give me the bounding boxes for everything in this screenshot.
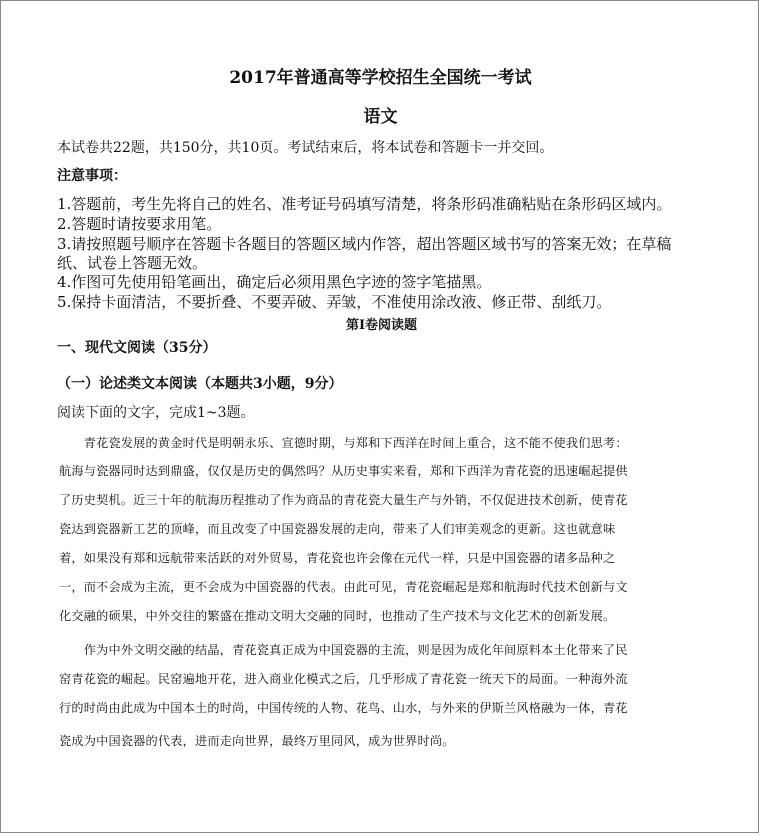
- subsection-heading: （一）论述类文本阅读（本题共3小题，9分）: [57, 376, 343, 392]
- passage-line: 行的时尚由此成为中国本土的时尚，中国传统的人物、花鸟、山水，与外来的伊斯兰风格融为一体，青花: [59, 701, 628, 715]
- exam-title: 2017年普通高等学校招生全国统一考试: [229, 68, 532, 88]
- reading-instruction: 阅读下面的文字，完成1~3题。: [57, 405, 255, 421]
- passage-line: 瓷达到瓷器新工艺的顶峰，而且改变了中国瓷器发展的走向，带来了人们审美观念的更新。这也就意味: [59, 522, 616, 536]
- rule-line: 4.作图可先使用铅笔画出，确定后必须用黑色字迹的签字笔描黑。: [57, 273, 492, 291]
- passage-line: 瓷成为中国瓷器的代表，进而走向世界，最终万里同风，成为世界时尚。: [59, 734, 455, 748]
- section-heading: 一、现代文阅读（35分）: [57, 340, 217, 356]
- passage-line: 作为中外文明交融的结晶，青花瓷真正成为中国瓷器的主流，则是因为成化年间原料本土化带来了民: [59, 643, 628, 657]
- passage-line: 化交融的硕果，中外交往的繁盛在推动文明大交融的同时，也推动了生产技术与文化艺术的创新发展。: [59, 609, 616, 623]
- passage-line: 青花瓷发展的黄金时代是明朝永乐、宣德时期，与郑和下西洋在时间上重合，这不能不使我们思考：: [59, 436, 628, 450]
- intro-text: 本试卷共22题，共150分，共10页。考试结束后，将本试卷和答题卡一并交回。: [57, 140, 554, 156]
- subject-title: 语文: [363, 107, 398, 127]
- passage-line: 着，如果没有郑和远航带来活跃的对外贸易，青花瓷也许会像在元代一样，只是中国瓷器的诸多品种之: [59, 551, 616, 565]
- rule-line: 1.答题前，考生先将自己的姓名、准考证号码填写清楚，将条形码准确粘贴在条形码区域内。: [57, 195, 672, 213]
- volume-heading: 第Ⅰ卷阅读题: [345, 318, 418, 333]
- passage-line: 一，而不会成为主流，更不会成为中国瓷器的代表。由此可见，青花瓷崛起是郑和航海时代技术创新与文: [59, 580, 628, 594]
- passage-line: 航海与瓷器同时达到鼎盛，仅仅是历史的偶然吗？从历史事实来看，郑和下西洋为青花瓷的迅速崛起提供: [59, 464, 628, 478]
- rule-line: 3.请按照题号顺序在答题卡各题目的答题区域内作答，超出答题区域书写的答案无效；在草稿: [57, 235, 672, 253]
- passage-line: 窑青花瓷的崛起。民窑遍地开花，进入商业化模式之后，几乎形成了青花瓷一统天下的局面。一种海外流: [59, 672, 628, 686]
- rule-line: 纸、试卷上答题无效。: [57, 254, 208, 272]
- notice-heading: 注意事项：: [57, 168, 127, 184]
- passage-line: 了历史契机。近三十年的航海历程推动了作为商品的青花瓷大量生产与外销，不仅促进技术创新，使青花: [59, 493, 628, 507]
- rule-line: 2.答题时请按要求用笔。: [57, 215, 222, 233]
- rule-line: 5.保持卡面清洁，不要折叠、不要弄破、弄皱，不准使用涂改液、修正带、刮纸刀。: [57, 293, 612, 311]
